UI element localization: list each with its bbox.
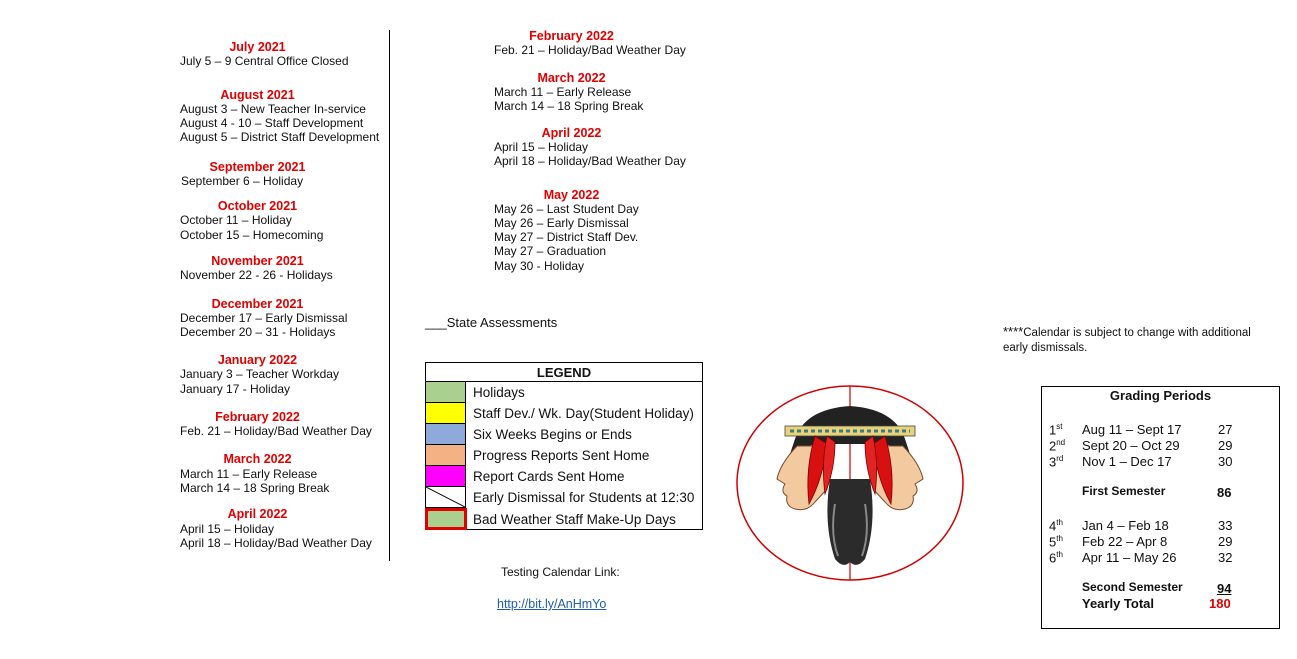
calendar-entry: January 17 - Holiday: [180, 382, 291, 396]
calendar-entry: December 20 – 31 - Holidays: [180, 325, 336, 339]
bad-weather-swatch: [425, 508, 467, 530]
period-number: 1st: [1049, 422, 1063, 438]
calendar-entry: March 14 – 18 Spring Break: [494, 99, 644, 113]
calendar-entry: Feb. 21 – Holiday/Bad Weather Day: [180, 424, 372, 438]
calendar-entry: January 3 – Teacher Workday: [180, 367, 339, 381]
period-number: 2nd: [1049, 438, 1066, 454]
period-days: 30: [1218, 454, 1233, 469]
first-semester-days: 86: [1217, 485, 1232, 500]
grading-title: Grading Periods: [1109, 388, 1212, 403]
period-range: Feb 22 – Apr 8: [1082, 534, 1168, 549]
calendar-entry: October 15 – Homecoming: [180, 228, 324, 242]
period-range: Sept 20 – Oct 29: [1082, 438, 1180, 453]
period-days: 33: [1218, 518, 1233, 533]
yearly-total-days: 180: [1209, 596, 1231, 611]
month-heading: February 2022: [215, 410, 300, 424]
calendar-entry: April 15 – Holiday: [494, 140, 589, 154]
state-assessments-label: ___State Assessments: [425, 315, 558, 330]
period-number: 3rd: [1049, 454, 1064, 470]
month-heading: February 2022: [529, 29, 614, 43]
legend-row-report-cards: [426, 466, 702, 487]
calendar-entry: Feb. 21 – Holiday/Bad Weather Day: [494, 43, 686, 57]
period-days: 32: [1218, 550, 1233, 565]
legend-row-early-dismissal: [426, 487, 702, 508]
calendar-entry: May 26 – Last Student Day: [494, 202, 639, 216]
month-heading: April 2022: [227, 507, 288, 521]
second-semester-days: 94: [1217, 581, 1232, 596]
calendar-entry: March 11 – Early Release: [494, 85, 632, 99]
month-heading: March 2022: [223, 452, 292, 466]
calendar-entry: May 27 – District Staff Dev.: [494, 230, 639, 244]
report-cards-swatch: [426, 466, 466, 487]
period-days: 27: [1218, 422, 1233, 437]
calendar-entry: March 14 – 18 Spring Break: [180, 481, 330, 495]
period-range: Jan 4 – Feb 18: [1082, 518, 1169, 533]
legend-row-progress-reports: [426, 445, 702, 466]
holiday-swatch: [426, 382, 466, 403]
calendar-entry: April 18 – Holiday/Bad Weather Day: [180, 536, 372, 550]
second-semester-label: Second Semester: [1082, 580, 1183, 594]
diagonal-line-icon: [426, 487, 465, 507]
legend-label: Bad Weather Staff Make-Up Days: [473, 512, 676, 527]
legend-label: Report Cards Sent Home: [473, 469, 625, 484]
calendar-entry: August 3 – New Teacher In-service: [180, 102, 366, 116]
period-range: Nov 1 – Dec 17: [1082, 454, 1172, 469]
calendar-entry: March 11 – Early Release: [180, 467, 318, 481]
calendar-entry: May 26 – Early Dismissal: [494, 216, 629, 230]
calendar-entry: August 5 – District Staff Development: [180, 130, 380, 144]
calendar-entry: September 6 – Holiday: [181, 174, 304, 188]
grading-periods-box: [1041, 386, 1280, 629]
calendar-entry: August 4 - 10 – Staff Development: [180, 116, 364, 130]
month-heading: December 2021: [211, 297, 304, 311]
month-heading: May 2022: [543, 188, 600, 202]
progress-reports-swatch: [426, 445, 466, 466]
month-heading: January 2022: [217, 353, 298, 367]
period-number: 6th: [1049, 550, 1063, 566]
period-range: Apr 11 – May 26: [1082, 550, 1177, 565]
six-weeks-swatch: [426, 424, 466, 445]
period-days: 29: [1218, 438, 1233, 453]
legend-row-bad-weather: [426, 508, 702, 530]
month-heading: November 2021: [211, 254, 304, 268]
first-semester-label: First Semester: [1082, 484, 1166, 498]
period-days: 29: [1218, 534, 1233, 549]
month-heading: March 2022: [537, 71, 606, 85]
period-range: Aug 11 – Sept 17: [1082, 422, 1182, 437]
calendar-entry: July 5 – 9 Central Office Closed: [180, 54, 349, 68]
staff-dev-swatch: [426, 403, 466, 424]
legend-row-staff-dev: [426, 403, 702, 424]
calendar-entry: May 27 – Graduation: [494, 244, 607, 258]
calendar-note: [1003, 325, 1251, 340]
legend-row-six-weeks: [426, 424, 702, 445]
early-dismissal-swatch: [426, 487, 466, 508]
legend-label: Holidays: [473, 385, 525, 400]
legend-title: LEGEND: [426, 363, 702, 382]
month-heading: April 2022: [541, 126, 602, 140]
legend-box: [425, 362, 703, 530]
legend-label: Progress Reports Sent Home: [473, 448, 650, 463]
testing-calendar-link[interactable]: http://bit.ly/AnHmYo: [497, 597, 607, 611]
calendar-note-line-2: early dismissals.: [1003, 342, 1088, 354]
testing-calendar-label: Testing Calendar Link:: [501, 565, 620, 579]
month-heading: July 2021: [229, 40, 286, 54]
calendar-entry: May 30 - Holiday: [494, 259, 585, 273]
month-heading: August 2021: [220, 88, 295, 102]
yearly-total-label: Yearly Total: [1082, 596, 1155, 611]
month-heading: September 2021: [209, 160, 306, 174]
note-stars: ****: [1003, 324, 1024, 339]
calendar-entry: April 15 – Holiday: [180, 522, 275, 536]
calendar-entry: April 18 – Holiday/Bad Weather Day: [494, 154, 686, 168]
legend-label: Staff Dev./ Wk. Day(Student Holiday): [473, 406, 694, 421]
school-logo-image: [735, 384, 965, 582]
legend-row-holidays: [426, 382, 702, 403]
note-line-1: Calendar is subject to change with additional: [1023, 327, 1251, 339]
column-divider: [389, 30, 390, 561]
period-number: 4th: [1049, 518, 1063, 534]
calendar-entry: November 22 - 26 - Holidays: [180, 268, 333, 282]
month-heading: October 2021: [217, 199, 298, 213]
calendar-entry: October 11 – Holiday: [180, 213, 292, 227]
legend-label: Six Weeks Begins or Ends: [473, 427, 632, 442]
period-number: 5th: [1049, 534, 1063, 550]
calendar-entry: December 17 – Early Dismissal: [180, 311, 348, 325]
legend-label: Early Dismissal for Students at 12:30: [473, 490, 695, 505]
